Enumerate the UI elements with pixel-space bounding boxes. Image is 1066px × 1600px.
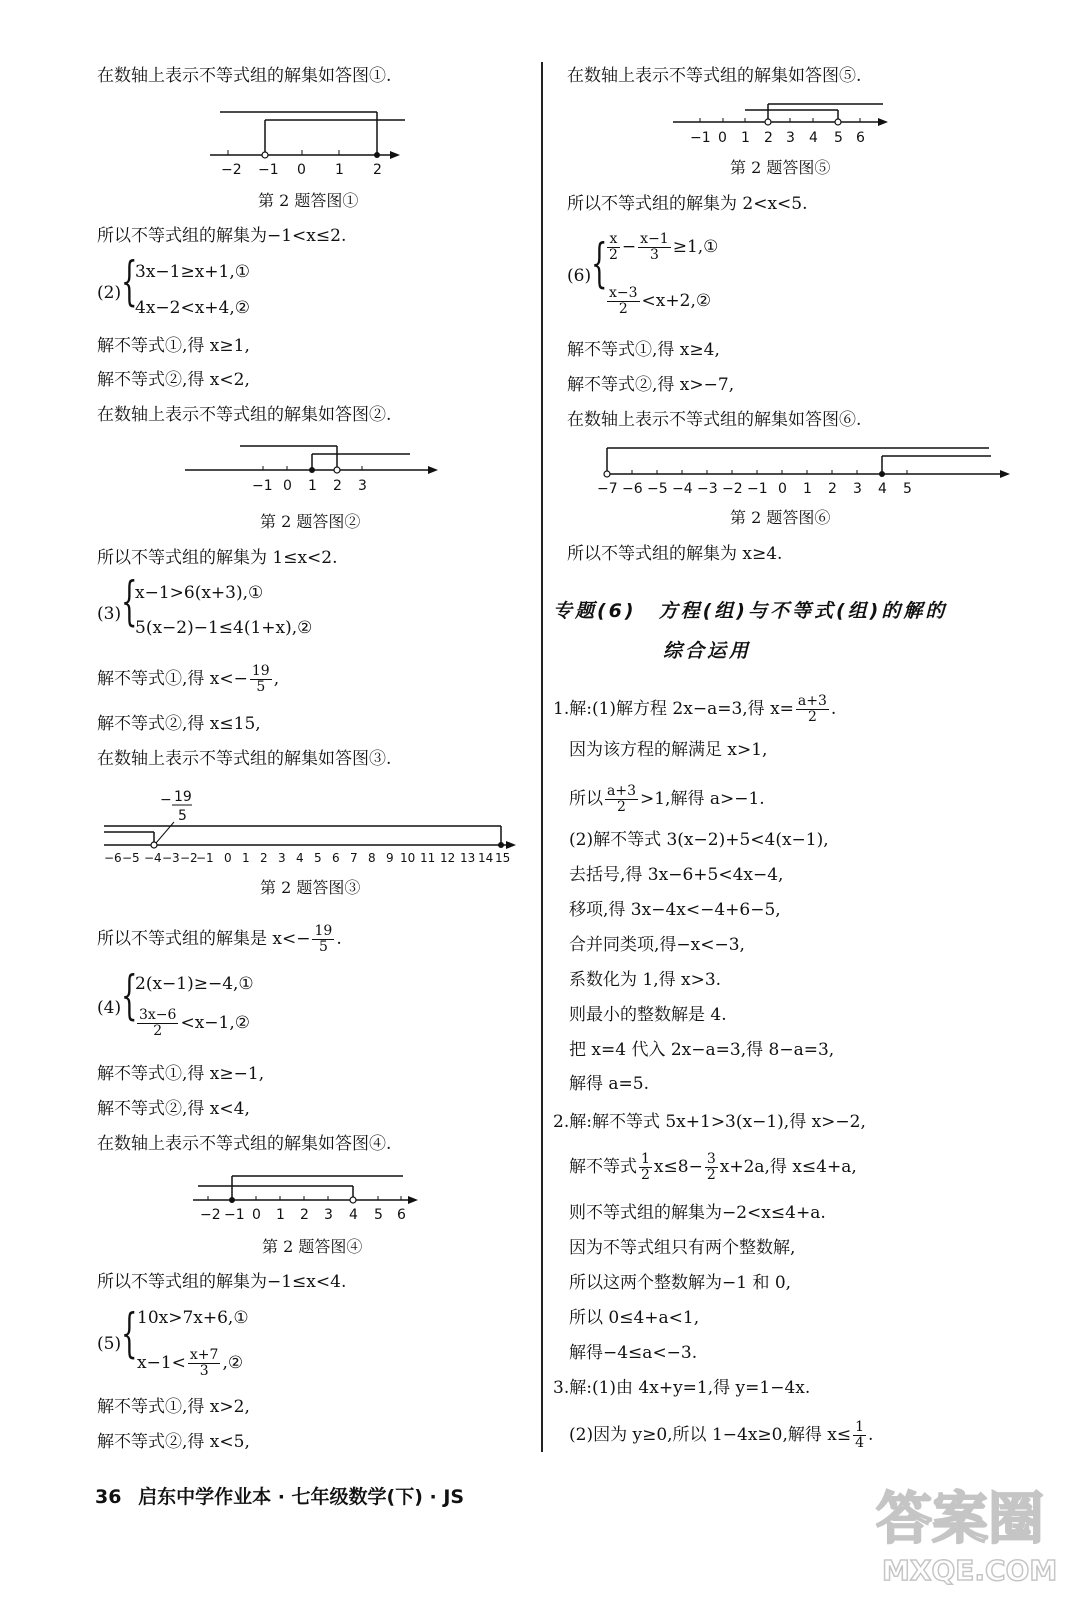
page-footer bbox=[95, 1482, 464, 1509]
text-part: ,② bbox=[222, 1353, 244, 1373]
fig1-tick-label: −1 bbox=[258, 162, 279, 178]
fig4-tick-label: −1 bbox=[224, 1207, 245, 1223]
system-label: (3) bbox=[97, 604, 122, 624]
inequality-1: 3x−1≥x+1,① bbox=[135, 262, 250, 282]
fraction bbox=[796, 694, 829, 725]
number-line-fig1 bbox=[200, 100, 415, 182]
fig3-tick-label: 11 bbox=[420, 851, 436, 865]
text-line: 把 x=4 代入 2x−a=3,得 8−a=3, bbox=[569, 1040, 835, 1060]
fig3-tick-label: 0 bbox=[224, 851, 232, 865]
fraction bbox=[705, 1152, 718, 1183]
fraction bbox=[250, 664, 272, 695]
text-line: 解得 a=5. bbox=[569, 1074, 650, 1094]
text-line: (2)解不等式 3(x−2)+5<4(x−1), bbox=[569, 830, 829, 850]
inequality-2 bbox=[135, 1008, 250, 1039]
system-label: (6) bbox=[567, 266, 592, 286]
denominator: 2 bbox=[609, 247, 618, 263]
fig2-tick-label: 1 bbox=[308, 478, 317, 494]
fig3-tick-label: 15 bbox=[495, 851, 511, 865]
text-line: 在数轴上表示不等式组的解集如答图⑥. bbox=[567, 410, 862, 430]
fig6-tick-label: −4 bbox=[672, 481, 693, 497]
fig3-tick-label: 8 bbox=[368, 851, 376, 865]
text-part: <x−1,② bbox=[180, 1013, 250, 1033]
text-line: 解不等式①,得 x>2, bbox=[97, 1397, 250, 1417]
number-line-fig5 bbox=[670, 96, 895, 152]
number-line-fig3 bbox=[100, 784, 520, 866]
fraction bbox=[312, 924, 334, 955]
inequality-1: 10x>7x+6,① bbox=[137, 1308, 249, 1328]
text-line: 则不等式组的解集为−2<x≤4+a. bbox=[569, 1203, 826, 1223]
text-line: 2.解:解不等式 5x+1>3(x−1),得 x>−2, bbox=[553, 1112, 866, 1132]
fig6-tick-label: 2 bbox=[828, 481, 837, 497]
text-line: 解不等式①,得 x≥4, bbox=[567, 340, 720, 360]
numerator: 1 bbox=[641, 1151, 650, 1167]
fig1-tick-label: 2 bbox=[373, 162, 382, 178]
fig3-tick-label: 10 bbox=[400, 851, 416, 865]
fig5-tick-label: 6 bbox=[856, 130, 865, 146]
fig3-tick-label: 1 bbox=[242, 851, 250, 865]
numerator: x+7 bbox=[189, 1347, 219, 1363]
text-line bbox=[553, 694, 836, 725]
denominator: 2 bbox=[618, 301, 628, 317]
numerator: x−1 bbox=[640, 231, 669, 247]
text-part: . bbox=[336, 929, 342, 949]
fig3-tick-label: −3 bbox=[162, 851, 180, 865]
fig3-tick-labels bbox=[104, 851, 510, 865]
inequality-1: x−1>6(x+3),① bbox=[135, 583, 264, 603]
text-line: 解不等式②,得 x<5, bbox=[97, 1432, 250, 1452]
fig5-tick-label: 4 bbox=[809, 130, 818, 146]
text-part: >1,解得 a>−1. bbox=[639, 789, 765, 809]
fig6-tick-label: 4 bbox=[878, 481, 887, 497]
inequality-2 bbox=[605, 286, 711, 317]
inequality-1 bbox=[605, 232, 718, 263]
text-line: 在数轴上表示不等式组的解集如答图⑤. bbox=[567, 66, 862, 86]
text-line bbox=[569, 1420, 873, 1451]
column-divider bbox=[541, 62, 543, 1452]
fraction bbox=[137, 1008, 178, 1039]
fig3-label-sign: − bbox=[160, 792, 172, 808]
figure-caption: 第 2 题答图② bbox=[260, 512, 361, 531]
inequality-1: 2(x−1)≥−4,① bbox=[135, 974, 254, 994]
fraction bbox=[639, 1152, 652, 1183]
fig3-tick-label: 13 bbox=[460, 851, 476, 865]
denominator: 4 bbox=[855, 1435, 865, 1451]
watermark-top-text: 答案圈 bbox=[876, 1487, 1044, 1552]
fig6-tick-label: −7 bbox=[597, 481, 618, 497]
fig2-tick-label: −1 bbox=[252, 478, 273, 494]
fig6-tick-label: −5 bbox=[647, 481, 668, 497]
text-line: 在数轴上表示不等式组的解集如答图③. bbox=[97, 749, 392, 769]
numerator: x−3 bbox=[609, 285, 638, 301]
fig3-tick-label: 6 bbox=[332, 851, 340, 865]
denominator: 2 bbox=[641, 1167, 650, 1183]
text-line: 在数轴上表示不等式组的解集如答图①. bbox=[97, 66, 392, 86]
fraction bbox=[188, 1348, 221, 1379]
text-line: 去括号,得 3x−6+5<4x−4, bbox=[569, 865, 784, 885]
fig6-tick-label: −1 bbox=[747, 481, 768, 497]
fig6-tick-label: −3 bbox=[697, 481, 718, 497]
fig6-tick-label: 1 bbox=[803, 481, 812, 497]
fraction bbox=[605, 784, 638, 815]
fig4-tick-label: 1 bbox=[276, 1207, 285, 1223]
fraction bbox=[638, 232, 671, 263]
inequality-2: 4x−2<x+4,② bbox=[135, 298, 250, 318]
fig3-tick-label: −1 bbox=[196, 851, 214, 865]
figure-caption: 第 2 题答图⑤ bbox=[730, 158, 831, 177]
figure-caption: 第 2 题答图③ bbox=[260, 878, 361, 897]
watermark-bottom-text: MXQE.COM bbox=[882, 1554, 1058, 1587]
book-title: 启东中学作业本 · 七年级数学(下) · JS bbox=[138, 1486, 465, 1508]
watermark-logo bbox=[868, 1470, 1058, 1588]
fig3-tick-label: −5 bbox=[122, 851, 140, 865]
numerator: 19 bbox=[251, 663, 270, 679]
fig3-label-numerator: 19 bbox=[174, 789, 192, 805]
text-line bbox=[97, 924, 342, 955]
text-line: 所以不等式组的解集为 2<x<5. bbox=[567, 194, 808, 214]
text-part: x≤8− bbox=[653, 1157, 703, 1177]
fig6-tick-label: −2 bbox=[722, 481, 743, 497]
fig3-tick-label: 7 bbox=[350, 851, 358, 865]
fig5-tick-label: 5 bbox=[834, 130, 843, 146]
text-line: 则最小的整数解是 4. bbox=[569, 1005, 727, 1025]
text-part: 解不等式①,得 x<− bbox=[97, 669, 248, 689]
text-part: ≥1,① bbox=[672, 237, 719, 257]
fig3-tick-label: 14 bbox=[478, 851, 494, 865]
text-line: 解不等式②,得 x<2, bbox=[97, 370, 250, 390]
text-part: 所以不等式组的解集是 x<− bbox=[97, 929, 311, 949]
text-line: 因为该方程的解满足 x>1, bbox=[569, 740, 768, 760]
fraction bbox=[607, 286, 640, 317]
numerator: 1 bbox=[855, 1419, 865, 1435]
text-line bbox=[569, 784, 765, 815]
text-line: 因为不等式组只有两个整数解, bbox=[569, 1238, 796, 1258]
text-part: 所以 bbox=[569, 789, 603, 809]
text-line: 解不等式②,得 x<4, bbox=[97, 1099, 250, 1119]
fig3-tick-label: −2 bbox=[180, 851, 198, 865]
fig4-tick-label: 5 bbox=[374, 1207, 383, 1223]
denominator: 5 bbox=[318, 939, 328, 955]
numerator: 3 bbox=[706, 1151, 716, 1167]
text-part: 1.解:(1)解方程 2x−a=3,得 x= bbox=[553, 699, 794, 719]
fig2-tick-label: 3 bbox=[358, 478, 367, 494]
denominator: 2 bbox=[153, 1023, 163, 1039]
fig3-tick-label: 5 bbox=[314, 851, 322, 865]
brace: { bbox=[121, 252, 138, 312]
brace: { bbox=[121, 1304, 138, 1364]
text-part: x+2a,得 x≤4+a, bbox=[719, 1157, 857, 1177]
fig1-tick-label: −2 bbox=[221, 162, 242, 178]
text-part: . bbox=[830, 699, 837, 719]
text-line: 解不等式①,得 x≥−1, bbox=[97, 1064, 265, 1084]
fig6-tick-label: 3 bbox=[853, 481, 862, 497]
system-label: (4) bbox=[97, 998, 122, 1018]
fig6-tick-label: 5 bbox=[903, 481, 912, 497]
fig3-tick-label: 3 bbox=[278, 851, 286, 865]
brace: { bbox=[121, 966, 138, 1026]
text-line: 解不等式②,得 x≤15, bbox=[97, 714, 261, 734]
numerator: a+3 bbox=[607, 783, 636, 799]
number-line-fig6 bbox=[597, 440, 1017, 500]
fig3-tick-label: 2 bbox=[260, 851, 268, 865]
numerator: x bbox=[607, 232, 620, 248]
system-label: (2) bbox=[97, 283, 122, 303]
fig4-tick-label: 6 bbox=[397, 1207, 406, 1223]
text-line: 所以这两个整数解为−1 和 0, bbox=[569, 1273, 792, 1293]
text-line: 在数轴上表示不等式组的解集如答图④. bbox=[97, 1134, 392, 1154]
fig3-tick-label: 4 bbox=[296, 851, 304, 865]
fig3-tick-label: −4 bbox=[144, 851, 162, 865]
page-number: 36 bbox=[95, 1486, 122, 1508]
figure-caption: 第 2 题答图⑥ bbox=[730, 508, 831, 527]
brace: { bbox=[121, 572, 138, 632]
denominator: 3 bbox=[649, 247, 659, 263]
fraction bbox=[607, 232, 620, 263]
numerator: a+3 bbox=[797, 693, 827, 709]
text-line bbox=[569, 1152, 857, 1183]
fig4-tick-label: 3 bbox=[324, 1207, 333, 1223]
fig4-tick-label: 2 bbox=[300, 1207, 309, 1223]
denominator: 2 bbox=[706, 1167, 716, 1183]
denominator: 5 bbox=[256, 679, 266, 695]
text-line: 系数化为 1,得 x>3. bbox=[569, 970, 722, 990]
topic-title: 专题(6) 方程(组)与不等式(组)的解的 bbox=[553, 600, 948, 622]
text-line: 解不等式①,得 x≥1, bbox=[97, 336, 250, 356]
numerator: 3x−6 bbox=[139, 1007, 177, 1023]
numerator: 19 bbox=[314, 923, 333, 939]
text-line: 在数轴上表示不等式组的解集如答图②. bbox=[97, 405, 392, 425]
figure-caption: 第 2 题答图④ bbox=[262, 1237, 363, 1256]
text-line: 3.解:(1)由 4x+y=1,得 y=1−4x. bbox=[553, 1378, 811, 1398]
text-part: x−1< bbox=[137, 1353, 186, 1373]
denominator: 2 bbox=[617, 799, 626, 815]
denominator: 2 bbox=[807, 709, 817, 725]
denominator: 3 bbox=[199, 1363, 209, 1379]
fraction bbox=[853, 1420, 866, 1451]
text-line: 所以不等式组的解集为 x≥4. bbox=[567, 544, 783, 564]
number-line-fig2 bbox=[180, 440, 445, 500]
inequality-2: 5(x−2)−1≤4(1+x),② bbox=[135, 618, 313, 638]
number-line-fig4 bbox=[188, 1168, 428, 1228]
fig6-tick-label: 0 bbox=[778, 481, 787, 497]
fig5-tick-label: 3 bbox=[786, 130, 795, 146]
fig3-tick-label: 12 bbox=[440, 851, 456, 865]
fig2-tick-label: 2 bbox=[333, 478, 342, 494]
text-part: 解不等式 bbox=[569, 1157, 637, 1177]
fig3-tick-label: 9 bbox=[386, 851, 394, 865]
fig2-tick-label: 0 bbox=[283, 478, 292, 494]
text-line: 所以不等式组的解集为−1≤x<4. bbox=[97, 1272, 347, 1292]
figure-caption: 第 2 题答图① bbox=[258, 191, 359, 210]
text-line: 所以不等式组的解集为 1≤x<2. bbox=[97, 548, 338, 568]
text-line: 移项,得 3x−4x<−4+6−5, bbox=[569, 900, 781, 920]
fig4-tick-label: 0 bbox=[252, 1207, 261, 1223]
fig5-tick-label: 0 bbox=[718, 130, 727, 146]
topic-subtitle: 综合运用 bbox=[663, 640, 752, 662]
fig4-tick-label: 4 bbox=[349, 1207, 358, 1223]
text-part: − bbox=[621, 237, 637, 257]
inequality-2 bbox=[137, 1348, 243, 1379]
fig3-tick-label: −6 bbox=[104, 851, 122, 865]
fig5-tick-label: −1 bbox=[690, 130, 711, 146]
brace: { bbox=[591, 234, 608, 294]
fig5-tick-label: 2 bbox=[764, 130, 773, 146]
text-line: 解得−4≤a<−3. bbox=[569, 1343, 698, 1363]
text-part: . bbox=[868, 1425, 874, 1445]
text-part: <x+2,② bbox=[641, 291, 712, 311]
fig6-tick-label: −6 bbox=[622, 481, 643, 497]
fig4-tick-label: −2 bbox=[200, 1207, 221, 1223]
text-part: , bbox=[273, 669, 280, 689]
fig5-tick-label: 1 bbox=[741, 130, 750, 146]
fig1-tick-label: 0 bbox=[297, 162, 306, 178]
text-line bbox=[97, 664, 279, 695]
text-line: 所以 0≤4+a<1, bbox=[569, 1308, 700, 1328]
text-line: 解不等式②,得 x>−7, bbox=[567, 375, 735, 395]
text-line: 所以不等式组的解集为−1<x≤2. bbox=[97, 226, 347, 246]
fig3-label-denominator: 5 bbox=[178, 808, 187, 824]
fig1-tick-label: 1 bbox=[335, 162, 344, 178]
system-label: (5) bbox=[97, 1334, 122, 1354]
text-part: (2)因为 y≥0,所以 1−4x≥0,解得 x≤ bbox=[569, 1425, 852, 1445]
text-line: 合并同类项,得−x<−3, bbox=[569, 935, 745, 955]
